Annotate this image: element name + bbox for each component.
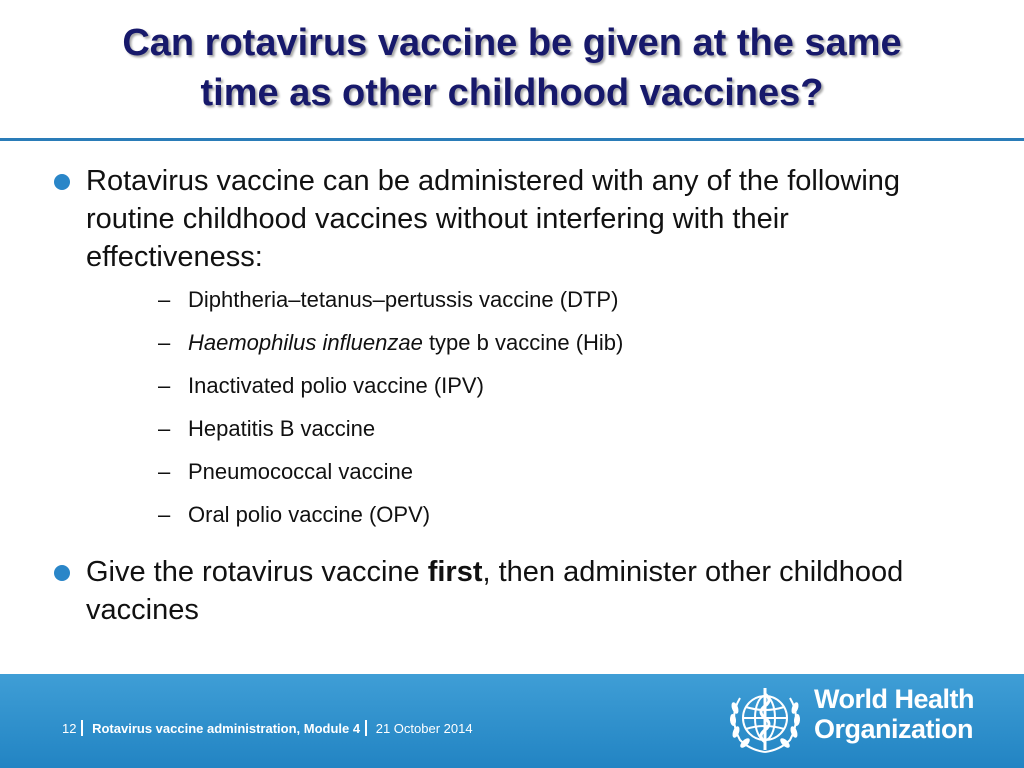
list-item-text: Diphtheria–tetanus–pertussis vaccine (DTP) — [188, 287, 619, 312]
title-divider — [0, 138, 1024, 141]
list-item-text: Hepatitis B vaccine — [188, 416, 376, 441]
list-item-text: Pneumococcal vaccine — [188, 459, 414, 484]
footer-separator — [365, 720, 367, 736]
list-item — [158, 458, 968, 486]
footer-caption — [62, 720, 473, 736]
presentation-date: 21 October 2014 — [375, 721, 473, 736]
list-item-italic: Haemophilus influenzae — [188, 330, 423, 355]
module-title: Rotavirus vaccine administration, Module 4 — [92, 721, 361, 736]
who-emblem-icon — [720, 680, 810, 760]
bullet-text: Rotavirus vaccine can be administered with any of the following routine childhood vaccines without interfering with their effectiveness: — [86, 165, 901, 273]
bullet-item-1 — [48, 162, 968, 276]
bullet-text-post: , then administer other childhood vaccines — [86, 556, 904, 626]
dash-marker: – — [158, 416, 171, 441]
list-item-text: Inactivated polio vaccine (IPV) — [188, 373, 484, 398]
organization-name-line-1: World Health — [814, 684, 975, 714]
organization-name — [814, 684, 974, 744]
list-item — [158, 329, 968, 357]
page-number: 12 — [62, 721, 77, 736]
list-item — [158, 286, 968, 314]
bullet-dot-icon — [54, 174, 70, 190]
list-item-text: Oral polio vaccine (OPV) — [188, 502, 431, 527]
title-line-2: time as other childhood vaccines? — [200, 72, 824, 114]
slide-content — [48, 162, 968, 629]
bullet-dot-icon — [54, 565, 70, 581]
vaccine-list — [48, 286, 968, 529]
dash-marker: – — [158, 459, 171, 484]
title-line-1: Can rotavirus vaccine be given at the same — [122, 22, 902, 64]
bullet-text-emphasis: first — [427, 556, 483, 588]
dash-marker: – — [158, 373, 171, 398]
organization-name-line-2: Organization — [814, 714, 974, 744]
list-item — [158, 501, 968, 529]
slide-title — [0, 18, 1024, 118]
bullet-text-pre: Give the rotavirus vaccine — [86, 556, 428, 588]
dash-marker: – — [158, 502, 171, 527]
dash-marker: – — [158, 330, 171, 355]
list-item — [158, 372, 968, 400]
footer-separator — [81, 720, 83, 736]
dash-marker: – — [158, 287, 171, 312]
bullet-item-2 — [48, 553, 968, 629]
list-item-text: type b vaccine (Hib) — [422, 330, 624, 355]
list-item — [158, 415, 968, 443]
